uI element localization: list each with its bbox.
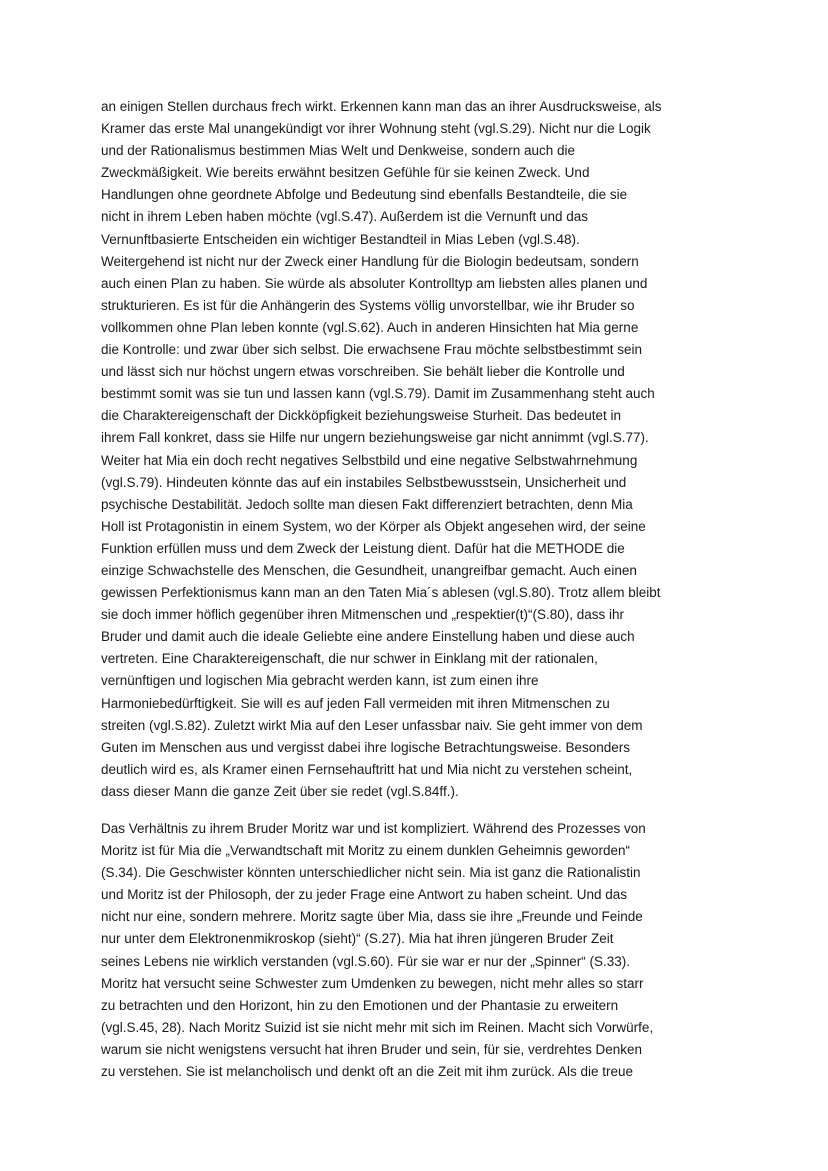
text-line: warum sie nicht wenigstens versucht hat ihren Bruder und sein, für sie, verdrehtes Denken bbox=[101, 1041, 643, 1057]
text-line: die Kontrolle: und zwar über sich selbst. Die erwachsene Frau möchte selbstbestimmt sein bbox=[101, 342, 642, 358]
text-line: zu verstehen. Sie ist melancholisch und denkt oft an die Zeit mit ihm zurück. Als die treue bbox=[101, 1064, 634, 1080]
text-line: auch einen Plan zu haben. Sie würde als absoluter Kontrolltyp am liebsten alles planen und bbox=[101, 275, 648, 291]
text-line: (vgl.S.45, 28). Nach Moritz Suizid ist sie nicht mehr mit sich im Reinen. Macht sich Vorwürfe, bbox=[101, 1019, 654, 1035]
text-line: streiten (vgl.S.82). Zuletzt wirkt Mia auf den Leser unfassbar naiv. Sie geht immer von dem bbox=[101, 717, 643, 733]
text-line: die Charaktereigenschaft der Dickköpfigkeit beziehungsweise Sturheit. Das bedeutet in bbox=[101, 408, 622, 424]
text-line: Weiter hat Mia ein doch recht negatives Selbstbild und eine negative Selbstwahrnehmung bbox=[101, 452, 638, 468]
text-line: Vernunftbasierte Entscheiden ein wichtiger Bestandteil in Mias Leben (vgl.S.48). bbox=[101, 231, 580, 247]
text-line: Zweckmäßigkeit. Wie bereits erwähnt besitzen Gefühle für sie keinen Zweck. Und bbox=[101, 165, 590, 181]
paragraph-1 bbox=[101, 96, 726, 803]
text-line: ihrem Fall konkret, dass sie Hilfe nur ungern beziehungsweise gar nicht annimmt (vgl.S.77). bbox=[101, 430, 649, 446]
text-line: nur unter dem Elektronenmikroskop (sieht)“ (S.27). Mia hat ihren jüngeren Bruder Zeit bbox=[101, 931, 614, 947]
text-line: Kramer das erste Mal unangekündigt vor ihrer Wohnung steht (vgl.S.29). Nicht nur die Logik bbox=[101, 121, 651, 137]
text-line: einzige Schwachstelle des Menschen, die Gesundheit, unangreifbar gemacht. Auch einen bbox=[101, 562, 637, 578]
text-line: Weitergehend ist nicht nur der Zweck einer Handlung für die Biologin bedeutsam, sondern bbox=[101, 253, 639, 269]
text-line: vernünftigen und logischen Mia gebracht werden kann, ist zum einen ihre bbox=[101, 673, 539, 689]
text-line: dass dieser Mann die ganze Zeit über sie redet (vgl.S.84ff.). bbox=[101, 783, 459, 799]
paragraph-gap bbox=[101, 803, 726, 818]
text-line: Das Verhältnis zu ihrem Bruder Moritz war und ist kompliziert. Während des Prozesses von bbox=[101, 821, 646, 836]
text-line: gewissen Perfektionismus kann man an den Taten Mia´s ablesen (vgl.S.80). Trotz allem bleibt bbox=[101, 585, 661, 601]
text-line: Moritz ist für Mia die „Verwandtschaft mit Moritz zu einem dunklen Geheimnis geworden“ bbox=[101, 843, 630, 859]
text-line: (S.34). Die Geschwister könnten unterschiedlicher nicht sein. Mia ist ganz die Rationalistin bbox=[101, 865, 641, 881]
text-line: an einigen Stellen durchaus frech wirkt. Erkennen kann man das an ihrer Ausdrucksweise, als bbox=[101, 99, 662, 114]
text-line: Guten im Menschen aus und vergisst dabei ihre logische Betrachtungsweise. Besonders bbox=[101, 739, 631, 755]
text-line: vollkommen ohne Plan leben konnte (vgl.S.62). Auch in anderen Hinsichten hat Mia gerne bbox=[101, 319, 639, 335]
text-line: nicht nur eine, sondern mehrere. Moritz sagte über Mia, dass sie ihre „Freunde und Feinde bbox=[101, 909, 643, 925]
text-line: seines Lebens nie wirklich verstanden (vgl.S.60). Für sie war er nur der „Spinner“ (S.33). bbox=[101, 953, 630, 969]
text-line: psychische Destabilität. Jedoch sollte man diesen Fakt differenziert betrachten, denn Mia bbox=[101, 496, 633, 512]
text-line: und der Rationalismus bestimmen Mias Welt und Denkweise, sondern auch die bbox=[101, 143, 575, 159]
text-line: deutlich wird es, als Kramer einen Fernsehauftritt hat und Mia nicht zu verstehen scheint, bbox=[101, 761, 633, 777]
text-line: vertreten. Eine Charaktereigenschaft, die nur schwer in Einklang mit der rationalen, bbox=[101, 651, 598, 667]
text-line: Harmoniebedürftigkeit. Sie will es auf jeden Fall vermeiden mit ihren Mitmenschen zu bbox=[101, 695, 610, 711]
text-line: Handlungen ohne geordnete Abfolge und Bedeutung sind ebenfalls Bestandteile, die sie bbox=[101, 187, 628, 203]
text-line: und Moritz ist der Philosoph, der zu jeder Frage eine Antwort zu haben scheint. Und das bbox=[101, 887, 628, 903]
text-line: Holl ist Protagonistin in einem System, wo der Körper als Objekt angesehen wird, der seine bbox=[101, 518, 646, 534]
text-line: bestimmt somit was sie tun und lassen kann (vgl.S.79). Damit im Zusammenhang steht auch bbox=[101, 386, 655, 402]
text-line: Moritz hat versucht seine Schwester zum Umdenken zu bewegen, nicht mehr alles so starr bbox=[101, 975, 644, 991]
text-line: Bruder und damit auch die ideale Geliebte eine andere Einstellung haben und diese auch bbox=[101, 629, 635, 645]
text-line: sie doch immer höflich gegenüber ihren Mitmenschen und „respektier(t)“(S.80), dass ihr bbox=[101, 607, 624, 623]
text-line: nicht in ihrem Leben haben möchte (vgl.S.47). Außerdem ist die Vernunft und das bbox=[101, 209, 589, 225]
document-body bbox=[101, 96, 726, 1083]
text-line: (vgl.S.79). Hindeuten könnte das auf ein instabiles Selbstbewusstsein, Unsicherheit und bbox=[101, 474, 627, 490]
text-line: zu betrachten und den Horizont, hin zu den Emotionen und der Phantasie zu erweitern bbox=[101, 997, 619, 1013]
text-line: und lässt sich nur höchst ungern etwas vorschreiben. Sie behält lieber die Kontrolle und bbox=[101, 364, 625, 380]
paragraph-2 bbox=[101, 818, 726, 1083]
text-line: Funktion erfüllen muss und dem Zweck der Leistung dient. Dafür hat die METHODE die bbox=[101, 540, 625, 556]
text-line: strukturieren. Es ist für die Anhängerin des Systems völlig unvorstellbar, wie ihr Bruder so bbox=[101, 297, 635, 313]
